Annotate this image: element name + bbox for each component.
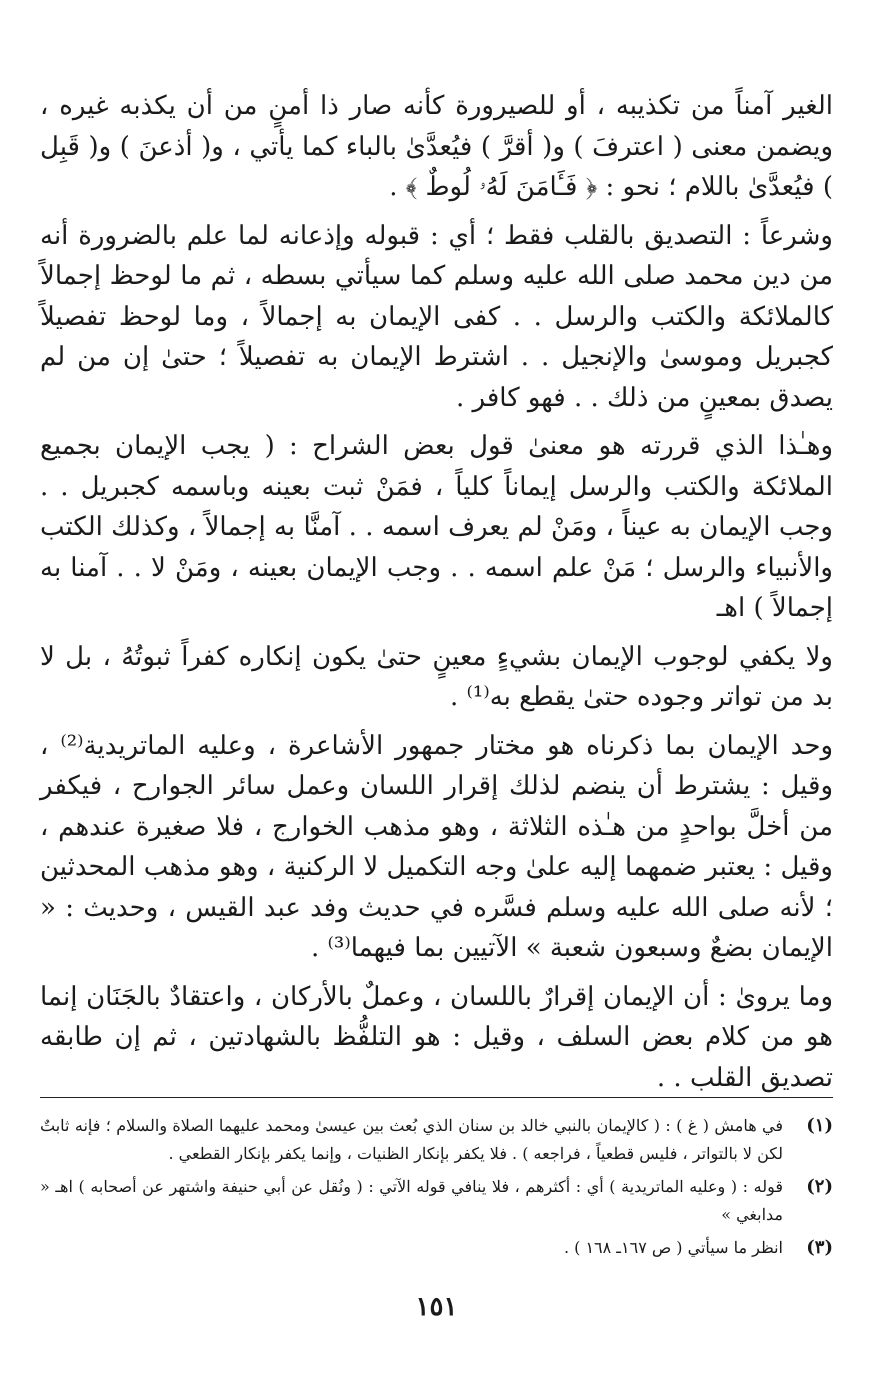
- footnote-text: في هامش ( غ ) : ( كالإيمان بالنبي خالد بن سنان الذي بُعث بين عيسىٰ ومحمد عليهما الصلاة والسلام ؛ فإنه ثابتٌ لكن لا بالتواتر ، فليس قطعياً ، فراجعه ) . فلا يكفر بإنكار الظنيات ، وإنما يكفر بإنكار القطعي .: [40, 1116, 783, 1163]
- paragraph: وشرعاً : التصديق بالقلب فقط ؛ أي : قبوله وإذعانه لما علم بالضرورة أنه من دين محمد صلى الله عليه وسلم كما سيأتي بسطه ، ثم ما لوحظ إجمالاً كالملائكة والكتب والرسل . . كفى الإيمان به إجمالاً ، وما لوحظ تفصيلاً كجبريل وموسىٰ والإنجيل . . اشترط الإيمان به تفصيلاً ؛ حتىٰ إن من لم يصدق بمعينٍ من ذلك . . فهو كافر .: [40, 220, 833, 413]
- footnote-text: قوله : ( وعليه الماتريدية ) أي : أكثرهم ، فلا ينافي قوله الآتي : ( ونُقل عن أبي حنيفة واشتهر عن أصحابه ) اهـ « مدابغي »: [40, 1177, 783, 1224]
- paragraph: ولا يكفي لوجوب الإيمان بشيءٍ معينٍ حتىٰ يكون إنكاره كفراً ثبوتُهُ ، بل لا بد من تواتر وجوده حتىٰ يقطع به⁽¹⁾ .: [40, 641, 833, 712]
- footnote-number: (٣): [806, 1237, 833, 1258]
- footnotes: [40, 1112, 833, 1267]
- footnote-text: انظر ما سيأتي ( ص ١٦٧ـ ١٦٨ ) .: [563, 1238, 783, 1257]
- footnote-divider: [40, 1097, 833, 1098]
- footnote: [40, 1234, 833, 1262]
- footnote: [40, 1173, 833, 1229]
- footnote-number: (٢): [806, 1176, 833, 1197]
- paragraph: الغير آمناً من تكذيبه ، أو للصيرورة كأنه صار ذا أمنٍ من أن يكذبه غيره ، ويضمن معنى ( اعترفَ ) و( أقرَّ ) فيُعدَّىٰ بالباء كما يأتي ، و( أذعنَ ) و( قَبِل ) فيُعدَّىٰ باللام ؛ نحو : ﴿ فَـَٔامَنَ لَهُۥ لُوطٌ ﴾ .: [40, 91, 833, 202]
- main-text: [40, 86, 833, 1098]
- footnote-number: (١): [806, 1115, 833, 1136]
- paragraph: وهـٰذا الذي قررته هو معنىٰ قول بعض الشراح : ( يجب الإيمان بجميع الملائكة والكتب والرسل إيماناً كلياً ، فمَنْ ثبت بعينه وباسمه كجبريل . . وجب الإيمان به عيناً ، ومَنْ لم يعرف اسمه . . آمنَّا به إجمالاً ، وكذلك الكتب والأنبياء والرسل ؛ مَنْ علم اسمه . . وجب الإيمان بعينه ، ومَنْ لا . . آمنا به إجمالاً ) اهـ: [40, 431, 833, 623]
- paragraph: وما يروىٰ : أن الإيمان إقرارٌ باللسان ، وعملٌ بالأركان ، واعتقادٌ بالجَنَان إنما هو من كلام بعض السلف ، وقيل : هو التلفُّظ بالشهادتين ، ثم إن طابقه تصديق القلب . .: [40, 981, 833, 1093]
- footnote: [40, 1112, 833, 1168]
- paragraph: وحد الإيمان بما ذكرناه هو مختار جمهور الأشاعرة ، وعليه الماتريدية⁽²⁾ ، وقيل : يشترط أن ينضم لذلك إقرار اللسان وعمل سائر الجوارح ، فيكفر من أخلَّ بواحدٍ من هـٰذه الثلاثة ، وهو مذهب الخوارج ، فلا صغيرة عندهم ، وقيل : يعتبر ضمهما إليه علىٰ وجه التكميل لا الركنية ، وهو مذهب المحدثين ؛ لأنه صلى الله عليه وسلم فسَّره في حديث وفد عبد القيس ، وحديث : « الإيمان بضعٌ وسبعون شعبة » الآتيين بما فيهما⁽³⁾ .: [40, 730, 834, 963]
- page-number: ١٥١: [415, 1292, 458, 1322]
